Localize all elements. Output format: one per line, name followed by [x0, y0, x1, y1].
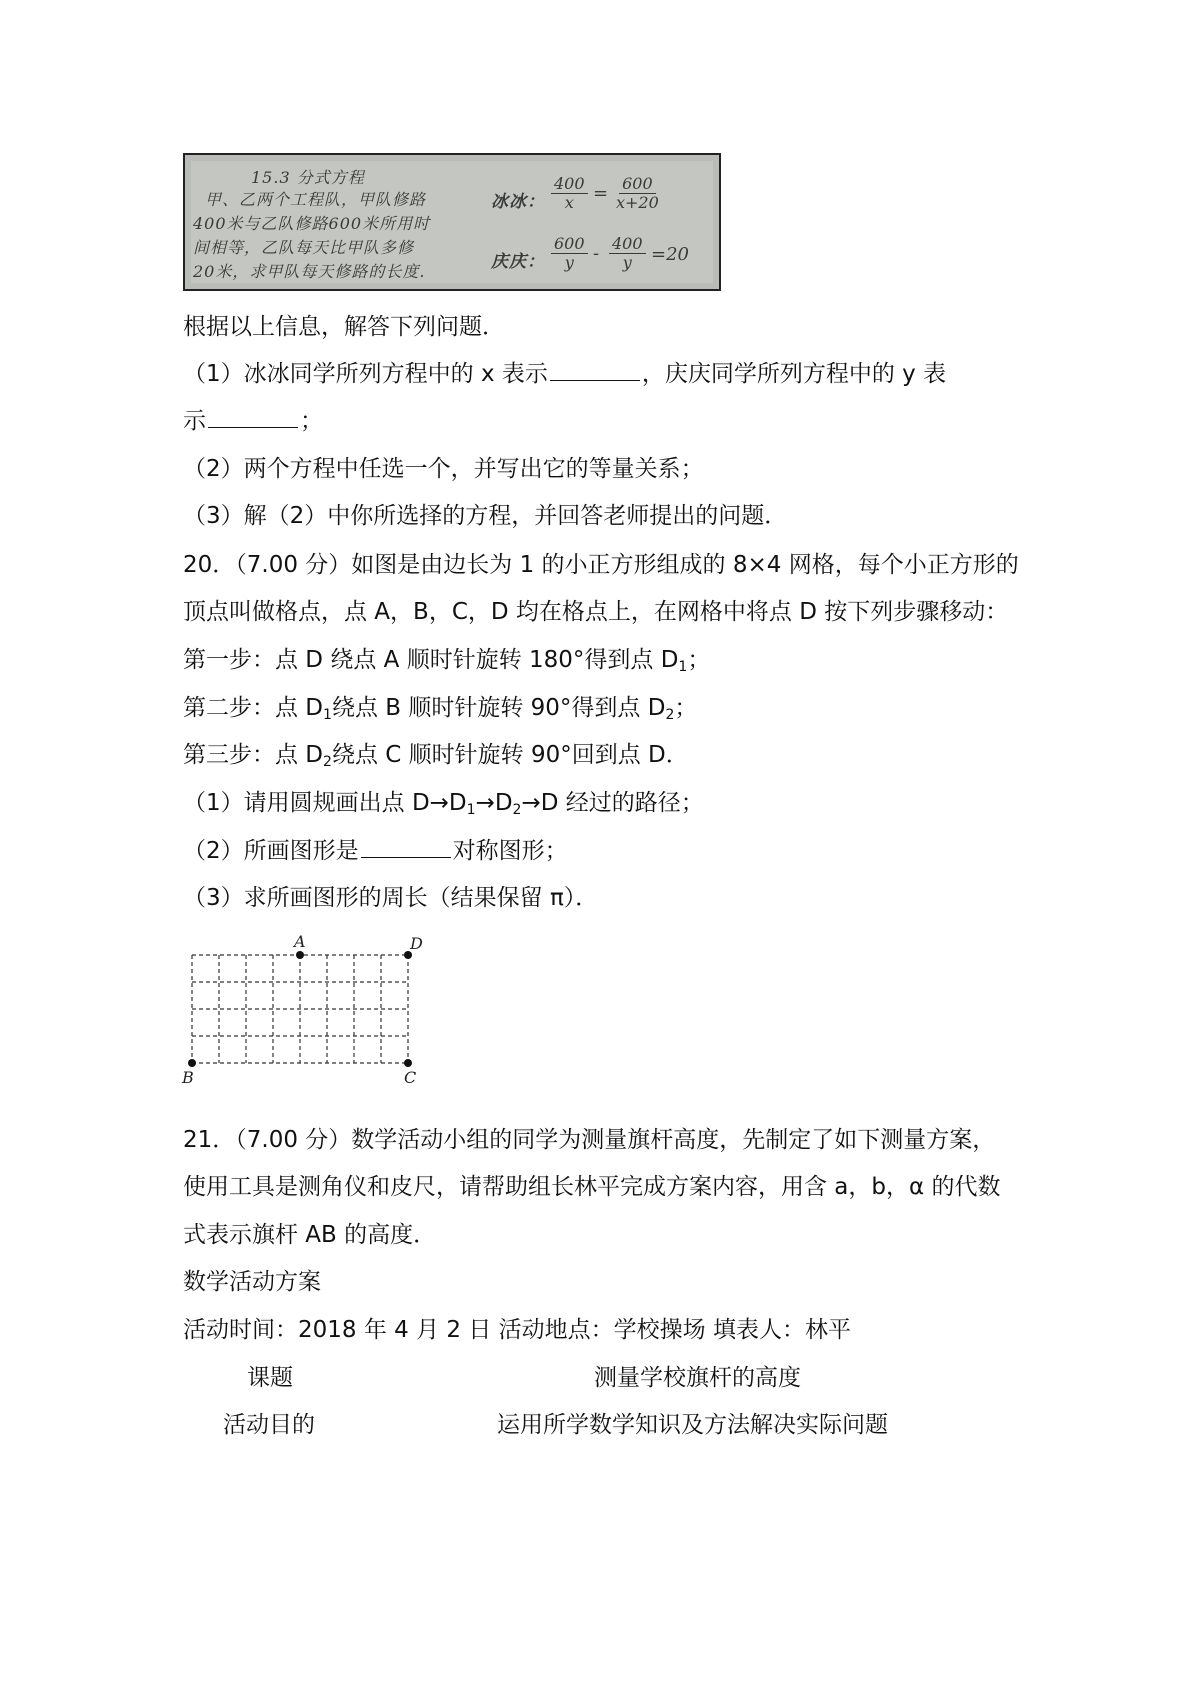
table-row-label: 课题 — [247, 1365, 293, 1391]
point-a — [296, 951, 304, 959]
subscript: 2 — [665, 707, 675, 723]
q19-part1-line2 — [183, 406, 323, 436]
q20-step1 — [183, 645, 710, 675]
q19-intro: 根据以上信息，解答下列问题． — [183, 314, 505, 340]
point-label-d: D — [410, 934, 423, 953]
table-row-value: 测量学校旗杆的高度 — [594, 1365, 801, 1391]
part-text: （1）请用圆规画出点 D→D — [183, 790, 467, 816]
fraction-numerator: 600 — [551, 235, 588, 254]
subscript: 1 — [678, 659, 688, 675]
point-label-b: B — [182, 1068, 194, 1087]
part-text: 对称图形； — [452, 838, 568, 864]
fraction-denominator: y — [622, 253, 632, 272]
qingqing-first-fraction — [551, 235, 588, 272]
fraction-denominator: y — [564, 253, 574, 272]
bingbing-label: 冰冰： — [491, 192, 545, 212]
equals-twenty: =20 — [651, 244, 689, 265]
point-label-c: C — [404, 1068, 417, 1087]
fraction-numerator: 400 — [551, 175, 588, 194]
q21-line1: 21．（7.00 分）数学活动小组的同学为测量旗杆高度，先制定了如下测量方案， — [183, 1127, 996, 1153]
point-b — [188, 1059, 196, 1067]
note-title: 15.3 分式方程 — [251, 168, 365, 187]
subscript: 2 — [512, 802, 522, 818]
grid-lines — [192, 955, 408, 1063]
q21-line2: 使用工具是测角仪和皮尺，请帮助组长林平完成方案内容，用含 a，b，α 的代数 — [183, 1174, 1001, 1200]
q20-line1: 20．（7.00 分）如图是由边长为 1 的小正方形组成的 8×4 网格，每个小正方形的 — [183, 552, 1019, 578]
q20-line2: 顶点叫做格点，点 A，B，C，D 均在格点上，在网格中将点 D 按下列步骤移动： — [183, 599, 1009, 625]
handwritten-note-image — [183, 153, 721, 291]
note-problem-line: 400米与乙队修路600米所用时 — [193, 214, 431, 233]
step-text: 第二步：点 D — [183, 695, 324, 721]
part-text: →D — [475, 790, 513, 816]
fraction-denominator: x+20 — [616, 193, 659, 212]
subscript: 2 — [323, 754, 332, 770]
table-row-label: 活动目的 — [223, 1412, 315, 1438]
q19-part1-text-a: （1）冰冰同学所列方程中的 x 表示 — [183, 361, 548, 387]
q20-step2 — [183, 693, 697, 723]
q20-part2 — [183, 836, 568, 866]
step-text: 绕点 B 顺时针旋转 90°得到点 D — [331, 695, 666, 721]
q20-part1 — [183, 788, 704, 818]
minus-sign: - — [593, 243, 600, 264]
part-text: （2）所画图形是 — [183, 838, 359, 864]
q21-line3: 式表示旗杆 AB 的高度． — [183, 1222, 437, 1248]
qingqing-label: 庆庆： — [491, 252, 545, 272]
step-text: 绕点 C 顺时针旋转 90°回到点 D． — [331, 742, 689, 768]
answer-blank[interactable] — [361, 837, 451, 858]
step-text: ； — [687, 647, 711, 673]
fraction-denominator: x — [564, 193, 574, 212]
subscript: 1 — [323, 707, 332, 723]
answer-blank[interactable] — [550, 360, 640, 381]
fraction-numerator: 400 — [609, 235, 646, 254]
bingbing-lhs-fraction — [551, 175, 588, 212]
q19-part1-text-d: ； — [300, 408, 323, 434]
q19-part1-line1 — [183, 359, 946, 389]
point-c — [404, 1059, 412, 1067]
note-problem-line: 间相等，乙队每天比甲队多修 — [193, 238, 415, 257]
note-problem-line: 甲、乙两个工程队，甲队修路 — [205, 190, 427, 209]
q19-part1-text-b: ，庆庆同学所列方程中的 y 表 — [641, 361, 947, 387]
grid-figure — [180, 932, 423, 1095]
plan-title: 数学活动方案 — [183, 1269, 321, 1295]
q19-part3: （3）解（2）中你所选择的方程，并回答老师提出的问题． — [183, 503, 788, 529]
part-text: →D 经过的路径； — [521, 790, 704, 816]
table-row-value: 运用所学数学知识及方法解决实际问题 — [497, 1412, 888, 1438]
qingqing-second-fraction — [609, 235, 646, 272]
q20-step3 — [183, 740, 689, 770]
step-text: 第三步：点 D — [183, 742, 324, 768]
note-problem-line: 20米，求甲队每天修路的长度. — [193, 262, 426, 281]
answer-blank[interactable] — [208, 407, 298, 428]
point-label-a: A — [294, 932, 306, 951]
step-text: ； — [674, 695, 698, 721]
q19-part2: （2）两个方程中任选一个，并写出它的等量关系； — [183, 456, 704, 482]
subscript: 1 — [466, 802, 476, 818]
note-content — [191, 161, 713, 283]
equals-sign: = — [593, 183, 609, 204]
fraction-numerator: 600 — [619, 175, 656, 194]
plan-info: 活动时间：2018 年 4 月 2 日 活动地点：学校操场 填表人：林平 — [183, 1317, 851, 1343]
bingbing-rhs-fraction — [616, 175, 659, 212]
q20-part3: （3）求所画图形的周长（结果保留 π）． — [183, 885, 599, 911]
q19-part1-text-c: 示 — [183, 408, 206, 434]
step-text: 第一步：点 D 绕点 A 顺时针旋转 180°得到点 D — [183, 647, 679, 673]
